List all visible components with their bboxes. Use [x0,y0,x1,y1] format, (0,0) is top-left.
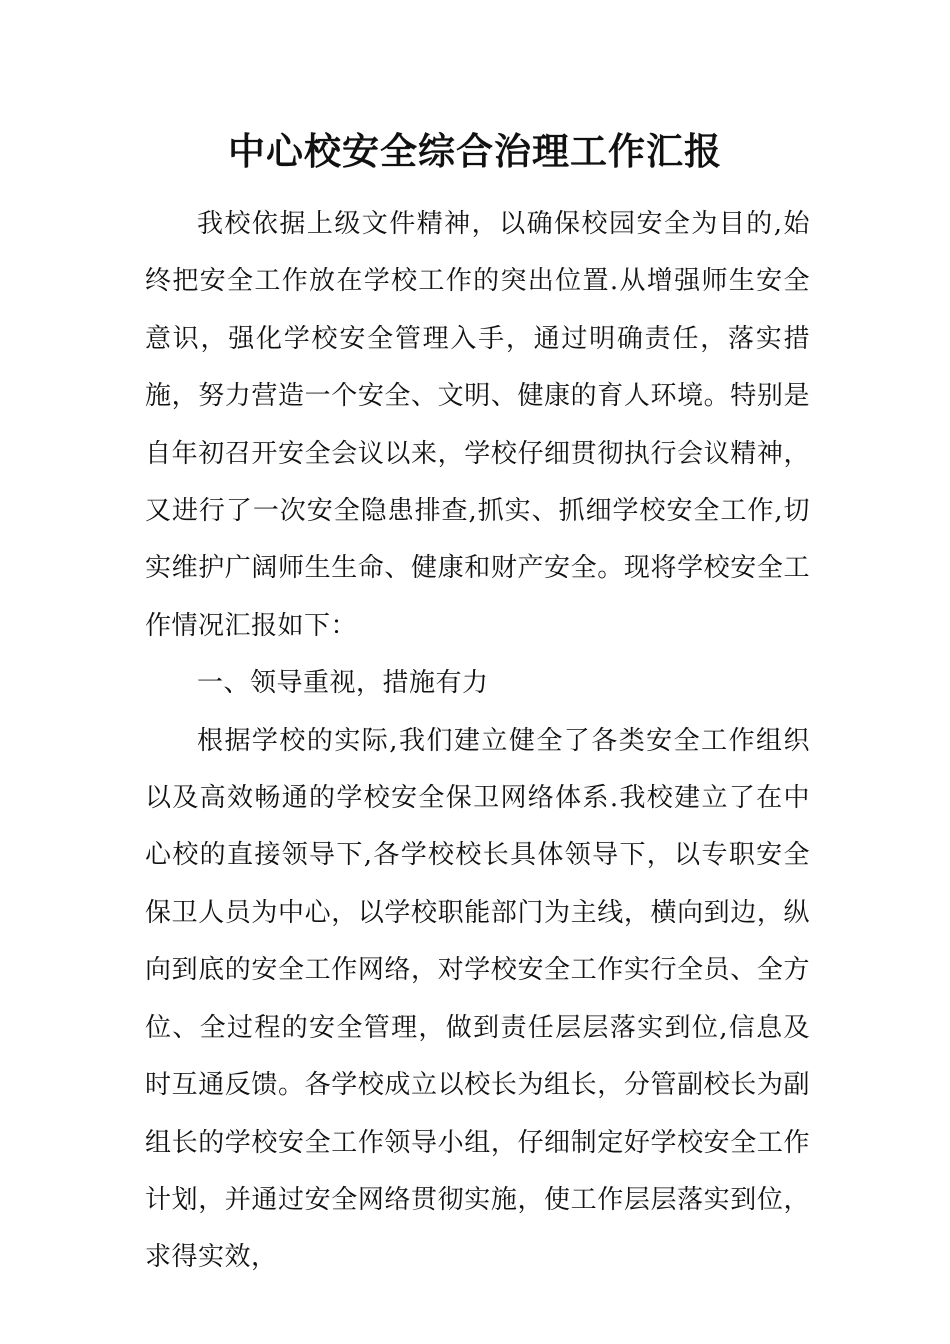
intro-paragraph: 我校依据上级文件精神，以确保校园安全为目的,始终把安全工作放在学校工作的突出位置.从增强师生安全意识，强化学校安全管理入手，通过明确责任，落实措施，努力营造一个安全、文明、健康的育人环境。特别是自年初召开安全会议以来，学校仔细贯彻执行会议精神，又进行了一次安全隐患排查,抓实、抓细学校安全工作,切实维护广阔师生生命、健康和财产安全。现将学校安全工作情况汇报如下： [145,209,810,641]
section-heading: 一、领导重视，措施有力 [197,668,489,699]
document-body [145,196,810,1287]
document-title: 中心校安全综合治理工作汇报 [228,130,722,173]
section-paragraph: 根据学校的实际,我们建立健全了各类安全工作组织以及高效畅通的学校安全保卫网络体系.我校建立了在中心校的直接领导下,各学校校长具体领导下，以专职安全保卫人员为中心，以学校职能部门为主线，横向到边，纵向到底的安全工作网络，对学校安全工作实行全员、全方位、全过程的安全管理，做到责任层层落实到位,信息及时互通反馈。各学校成立以校长为组长，分管副校长为副组长的学校安全工作领导小组，仔细制定好学校安全工作计划，并通过安全网络贯彻实施，使工作层层落实到位，求得实效， [145,725,810,1273]
